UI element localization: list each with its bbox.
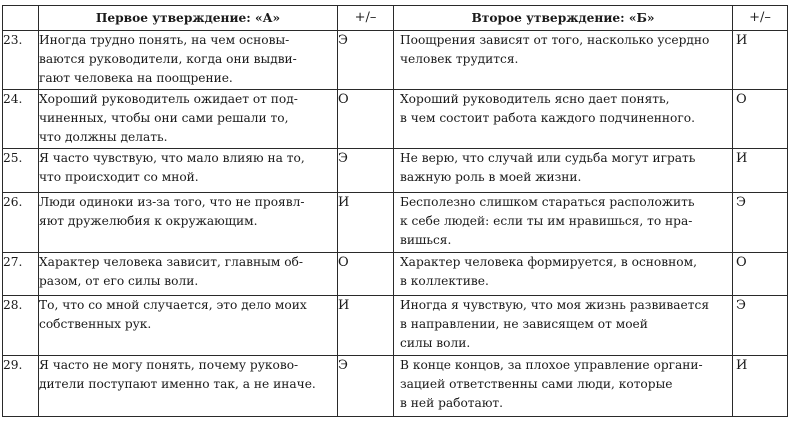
statement-a-line: гают человека на поощрение.: [39, 71, 233, 85]
statement-b-line: важную роль в моей жизни.: [400, 170, 582, 184]
row-number: 25.: [3, 149, 39, 193]
statement-b: [394, 149, 733, 193]
statement-b-line: Не верю, что случай или судьба могут играть: [400, 151, 696, 165]
statement-a-line: Иногда трудно понять, на чем основы-: [39, 33, 290, 47]
table-row: [3, 193, 788, 253]
statement-a-line: Хороший руководитель ожидает от под-: [39, 92, 298, 106]
mark-b: И: [733, 149, 788, 193]
statement-a-line: Характер человека зависит, главным об-: [39, 255, 304, 269]
row-number: 23.: [3, 31, 39, 90]
statement-b: [394, 253, 733, 296]
table-row: [3, 90, 788, 149]
statement-b-line: Поощрения зависят от того, насколько усердно: [400, 33, 710, 47]
mark-a: Э: [338, 149, 394, 193]
statement-b-line: Бесполезно слишком стараться расположить: [400, 195, 695, 209]
row-number: 29.: [3, 356, 39, 417]
statement-a-line: То, что со мной случается, это дело моих: [39, 298, 307, 312]
mark-a: Э: [338, 356, 394, 417]
row-number: 27.: [3, 253, 39, 296]
mark-a: И: [338, 193, 394, 253]
statement-a-line: чиненных, чтобы они сами решали то,: [39, 111, 289, 125]
row-number: 28.: [3, 296, 39, 356]
mark-b: О: [733, 90, 788, 149]
statement-a: [39, 193, 338, 253]
statement-b-line: зацией ответственны сами люди, которые: [400, 377, 673, 391]
table-row: [3, 356, 788, 417]
statement-b-line: в чем состоит работа каждого подчиненного.: [400, 111, 695, 125]
statement-a-line: Я часто не могу понять, почему руково-: [39, 358, 299, 372]
statement-b-line: Хороший руководитель ясно дает понять,: [400, 92, 670, 106]
header-sign-a: +/–: [338, 6, 394, 31]
statement-a: [39, 149, 338, 193]
statement-b-line: в направлении, не зависящем от моей: [400, 317, 648, 331]
table-row: [3, 31, 788, 90]
row-number: 26.: [3, 193, 39, 253]
mark-a: И: [338, 296, 394, 356]
statement-b-line: в коллективе.: [400, 274, 489, 288]
table-row: [3, 149, 788, 193]
header-number: [3, 6, 39, 31]
statement-b-line: к себе людей: если ты им нравишься, то нра-: [400, 214, 693, 228]
statement-b-line: человек трудится.: [400, 52, 519, 66]
statements-table: [2, 5, 788, 417]
statement-b: [394, 193, 733, 253]
statement-a-line: собственных рук.: [39, 317, 152, 331]
statement-a: [39, 356, 338, 417]
statement-a: [39, 90, 338, 149]
statement-a-line: Я часто чувствую, что мало влияю на то,: [39, 151, 305, 165]
statement-b: [394, 90, 733, 149]
statement-a-line: разом, от его силы воли.: [39, 274, 199, 288]
statement-a-line: яют дружелюбия к окружающим.: [39, 214, 258, 228]
statement-a: [39, 296, 338, 356]
statement-b: [394, 296, 733, 356]
statement-b: [394, 31, 733, 90]
statement-b-line: в ней работают.: [400, 396, 504, 410]
mark-b: О: [733, 253, 788, 296]
mark-a: О: [338, 90, 394, 149]
statement-b-line: вишься.: [400, 233, 452, 247]
mark-b: Э: [733, 193, 788, 253]
statement-a-line: Люди одиноки из-за того, что не проявл-: [39, 195, 305, 209]
mark-b: И: [733, 31, 788, 90]
statement-a-line: ваются руководители, когда они выдви-: [39, 52, 297, 66]
statement-b-line: Характер человека формируется, в основном,: [400, 255, 697, 269]
header-statement-a: Первое утверждение: «А»: [39, 6, 338, 31]
statement-a-line: дители поступают именно так, а не иначе.: [39, 377, 316, 391]
statement-b: [394, 356, 733, 417]
statement-b-line: Иногда я чувствую, что моя жизнь развивается: [400, 298, 710, 312]
table-row: [3, 296, 788, 356]
statement-a: [39, 253, 338, 296]
mark-a: Э: [338, 31, 394, 90]
header-row: [3, 6, 788, 31]
table-row: [3, 253, 788, 296]
row-number: 24.: [3, 90, 39, 149]
header-sign-b: +/–: [733, 6, 788, 31]
statement-a-line: что должны делать.: [39, 130, 168, 144]
mark-b: Э: [733, 296, 788, 356]
mark-b: И: [733, 356, 788, 417]
statement-b-line: В конце концов, за плохое управление органи-: [400, 358, 703, 372]
statement-b-line: силы воли.: [400, 336, 471, 350]
statement-a: [39, 31, 338, 90]
mark-a: О: [338, 253, 394, 296]
header-statement-b: Второе утверждение: «Б»: [394, 6, 733, 31]
statement-a-line: что происходит со мной.: [39, 170, 199, 184]
